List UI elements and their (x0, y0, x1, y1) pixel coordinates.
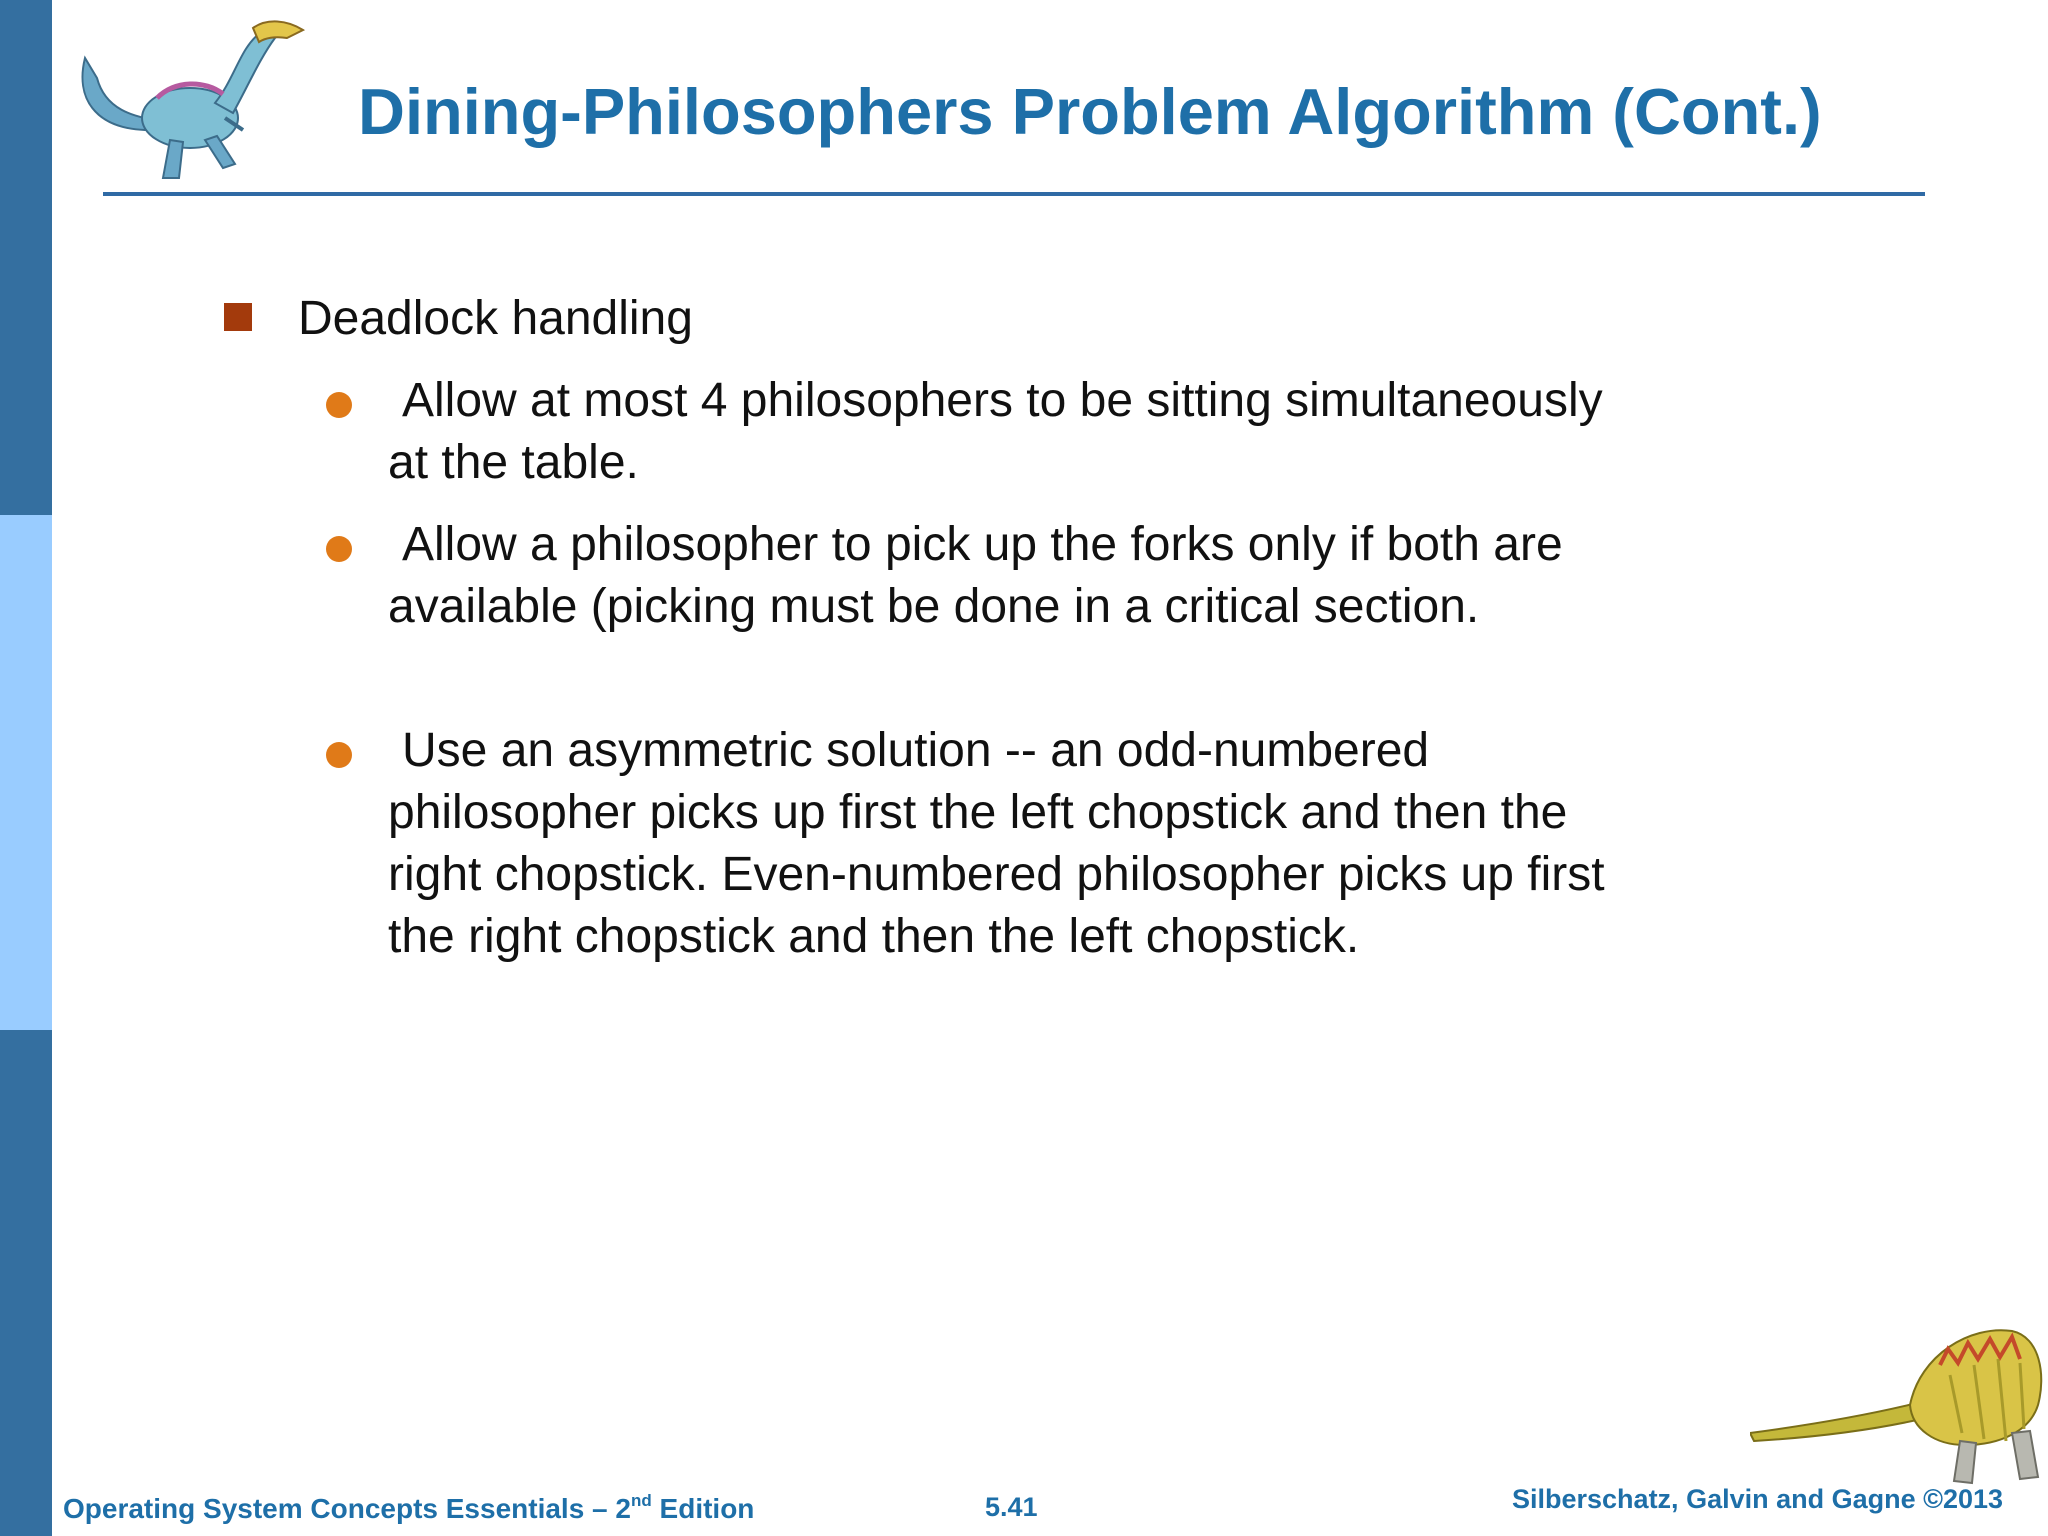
sub-bullet-text: Allow at most 4 philosophers to be sitting simultaneously at the table. (388, 374, 1603, 489)
sub-bullet-text: Allow a philosopher to pick up the forks only if both are available (picking must be done in a critical section. (388, 518, 1563, 633)
page-number: 5.41 (985, 1492, 1038, 1522)
sub-bullet-text: Use an asymmetric solution -- an odd-numbered philosopher picks up first the left chopstick and then the right chopstick. Even-numbered philosopher picks up first the right chopstick and then the left chopstick. (388, 724, 1605, 963)
round-bullet-icon (326, 742, 352, 768)
round-bullet-icon (326, 392, 352, 418)
title-divider (103, 192, 1925, 196)
left-accent-bar (0, 0, 52, 1536)
footer-copyright: Silberschatz, Galvin and Gagne ©2013 (1512, 1484, 2004, 1514)
footer-edition-word: Edition (651, 1493, 755, 1524)
square-bullet-icon (224, 303, 252, 331)
left-bar-top-segment (0, 0, 52, 515)
slide-title: Dining-Philosophers Problem Algorithm (Cont.) (358, 75, 1822, 148)
footer-book-title (63, 1492, 754, 1526)
round-bullet-icon (326, 536, 352, 562)
footer-book-title-text: Operating System Concepts Essentials – 2 (63, 1493, 631, 1524)
footer-edition-suffix: nd (630, 1490, 652, 1510)
left-bar-bottom-segment (0, 1030, 52, 1536)
bullet-deadlock-handling: Deadlock handling (298, 292, 693, 345)
left-bar-middle-segment (0, 515, 52, 1030)
dinosaur-illustration-icon (1750, 1305, 2048, 1495)
dinosaur-logo-icon (75, 18, 315, 190)
